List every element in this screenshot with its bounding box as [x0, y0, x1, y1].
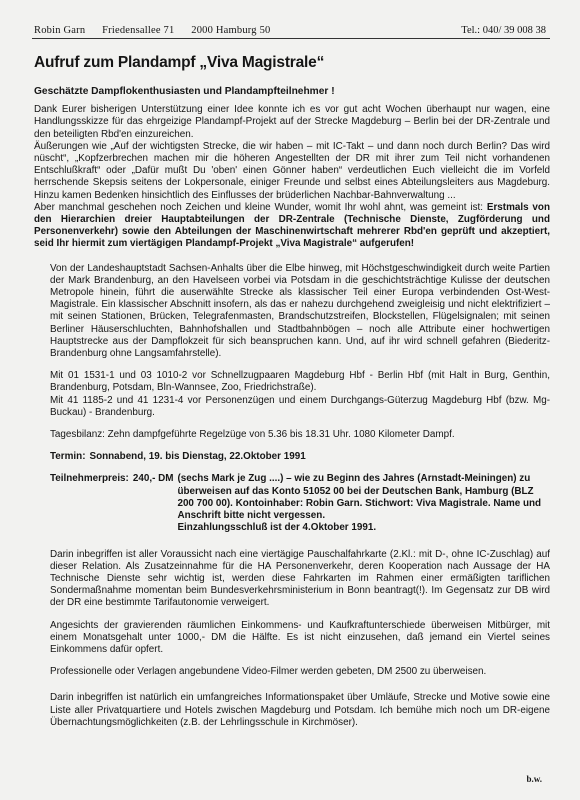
info-package-paragraph: Darin inbegriffen ist natürlich ein umfangreiches Informationspaket über Umläufe, Strecke und Motive sowie eine Liste aller Privatquartiere und Hotels zwischen Magdeburg und Potsdam. Ich bemühe mich noch um DR-eigene Übernachtungsmöglichkeiten (z.B. der Lehrlingsschule in Kirchmöser). — [50, 692, 550, 728]
document-title: Aufruf zum Plandampf „Viva Magistrale“ — [34, 54, 325, 71]
teilnehmerpreis-label: Teilnehmerpreis: — [50, 473, 129, 485]
sender-city: 2000 Hamburg 50 — [191, 25, 271, 36]
page-turn-note: b.w. — [526, 774, 542, 784]
termin-label: Termin: — [50, 451, 86, 463]
sender-name: Robin Garn — [34, 25, 86, 36]
sender-phone: Tel.: 040/ 39 008 38 — [461, 25, 546, 36]
einzahlungsschluss: Einzahlungsschluß ist der 4.Oktober 1991. — [177, 522, 377, 534]
teilnehmerpreis-text: (sechs Mark je Zug ....) – wie zu Beginn des Jahres (Arnstadt-Meiningen) zu überweisen auf das Konto 51052 00 bei der Deutschen Bank, Hamburg (BLZ 200 700 00). Kontoinhaber: Robin Garn. Stichwort: Viva Magistrale. Name und Anschrift bitte nicht vergessen. — [177, 473, 542, 522]
letterhead — [0, 0, 580, 40]
sender-street: Friedensallee 71 — [102, 25, 175, 36]
train-info-1: Mit 01 1531-1 und 03 1010-2 vor Schnellzugpaaren Magdeburg Hbf - Berlin Hbf (mit Halt in Burg, Genthin, Brandenburg, Potsdam, Bln-Wannsee, Zoo, Friedrichstraße). — [50, 370, 550, 394]
intro-paragraph-2: Äußerungen wie „Auf der wichtigsten Strecke, die wir haben – mit IC-Takt – und dann noch durch Berlin? Das wird nüscht“, „Kopfzerbrechen machen mir die höheren Angestellten der DR mit ihrer zum Teil nicht vorhandenen Entschlußkraft“ oder „Dafür mußt Du 'oben' einen Gönner haben“ verdeutlichen Euch vielleicht die im Vorfeld herrschende Skepsis seitens der Lokpersonale, einiger Freunde und selbst eines Abteilungsleiters aus Magdeburg. Hinzu kamen Bedenken hinsichtlich des Einflusses der brüderlichen Nachbar-Bahnverwaltung ... — [34, 140, 550, 201]
video-paragraph: Professionelle oder Verlagen angebundene Video-Filmer werden gebeten, DM 2500 zu überweisen. — [50, 666, 487, 678]
letterhead-divider — [32, 38, 550, 39]
intro-paragraph-1: Dank Eurer bisherigen Unterstützung einer Idee konnte ich es vor gut acht Wochen überhaupt nur wagen, eine Handlungsskizze für das ehrgeizige Plandampf-Projekt auf der Strecke Magdeburg – Berlin bei der DR-Zentrale und den beteiligten Rbd'en einzureichen. — [34, 104, 550, 140]
fare-paragraph: Darin inbegriffen ist aller Voraussicht nach eine viertägige Pauschalfahrkarte (2.Kl.: mit D-, ohne IC-Zuschlag) auf dieser Relation. Als Zusatzeinnahme für die HA Personenverkehr, deren Kooperation nach Aussage der HA Technische Dienste sehr wichtig ist, werden diese Fahrkarten im Rahmen einer ermäßigten tariflichen Sondermaßnahme momentan beim Bundesverkehrsministerium in Bonn beantragt(!). Im Gegensatz zur DB wird der DR eine bestimmte Tarifautonomie verweigert. — [50, 548, 550, 609]
teilnehmerpreis-details — [177, 473, 550, 534]
letterhead-address — [34, 25, 284, 36]
intro-announcement: Erstmals von den Hierarchien dreier Hauptabteilungen der DR-Zentrale (Technische Dienste, Zugförderung und Personenverkehr) sowie den Abteilungen der Maschinenwirtschaft mehrerer Rbd'en geprüft und akzeptiert, seid Ihr hiermit zum viertägigen Plandampf-Projekt „Viva Magistrale“ aufgerufen! — [34, 201, 550, 250]
termin-value: Sonnabend, 19. bis Dienstag, 22.Oktober 1991 — [89, 451, 306, 463]
teilnehmerpreis-row — [50, 473, 550, 534]
route-description: Von der Landeshauptstadt Sachsen-Anhalts über die Elbe hinweg, mit Höchstgeschwindigkeit durch weite Partien der Mark Brandenburg, an den Havelseen vorbei via Potsdam in die geschichtsträchtige Kulisse der deutschen Metropole hinein, führt die auserwählte Strecke als klassischer Teil einer Europa verbindenden Ost-West-Magistrale. Ein klassischer Abschnitt insofern, als das er nahezu durchgehend zweigleisig und nicht elektrifiziert – mit seinen Stationen, Brücken, Telegrafenmasten, Brandschutzstreifen, Blockstellen, Flügelsignalen; mit seinen Berliner Häuserschluchten, Bahnhofshallen und Stadtbahnbögen – noch alle Attribute einer hochwertigen Hauptstrecke aus der Dampflokzeit für sich beanspruchen kann. Und, auf ihr wird schnell gefahren (Biederitz-Brandenburg ohne Langsamfahrstelle). — [50, 262, 550, 360]
salutation: Geschätzte Dampflokenthusiasten und Plandampfteilnehmer ! — [34, 86, 335, 97]
intro-paragraph-3 — [34, 202, 550, 251]
termin-row — [50, 451, 550, 463]
intro-text: Aber manchmal geschehen noch Zeichen und kleine Wunder, womit Ihr wohl ahnt, was gemeint ist: — [34, 201, 483, 213]
income-paragraph: Angesichts der gravierenden räumlichen Einkommens- und Kaufkraftunterschiede überweisen Mitbürger, mit einem Monatsgehalt unter 1000,- DM die Hälfte. Es ist nicht einzusehen, daß jemand ein Viertel seines Einkommens dafür opfert. — [50, 619, 550, 655]
teilnehmerpreis-price: 240,- DM — [132, 473, 174, 485]
tagesbilanz: Tagesbilanz: Zehn dampfgeführte Regelzüge von 5.36 bis 18.31 Uhr. 1080 Kilometer Dampf. — [50, 429, 455, 441]
document-body — [34, 54, 550, 729]
train-info-2: Mit 41 1185-2 und 41 1231-4 vor Personenzügen und einem Durchgangs-Güterzug Magdeburg Hbf (bzw. Mg-Buckau) - Brandenburg. — [50, 394, 550, 418]
